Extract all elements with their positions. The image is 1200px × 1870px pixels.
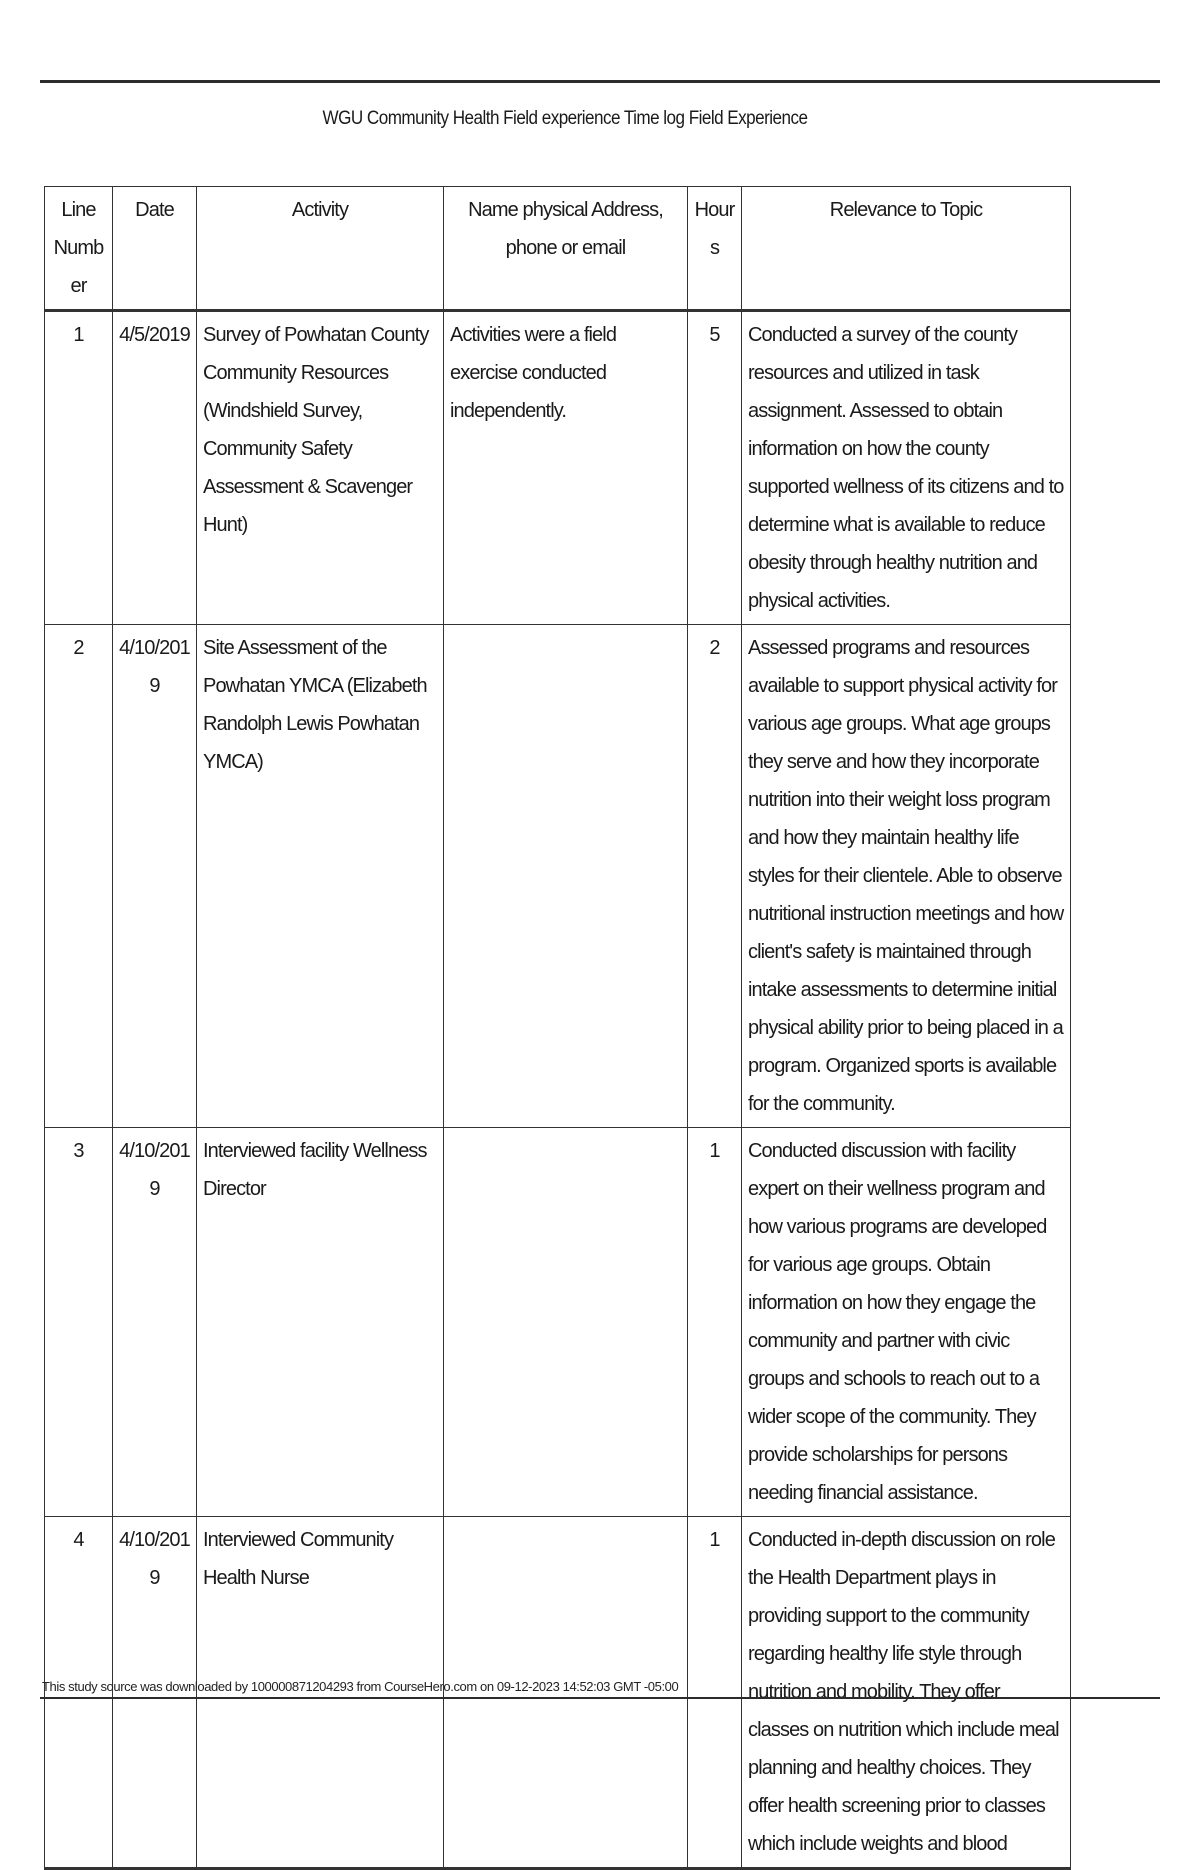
- header-activity: Activity: [197, 187, 444, 311]
- header-date: Date: [113, 187, 197, 311]
- cell-date: 4/10/2019: [113, 625, 197, 1128]
- cell-activity: Interviewed facility Wellness Director: [197, 1128, 444, 1517]
- cell-activity: Site Assessment of the Powhatan YMCA (Elizabeth Randolph Lewis Powhatan YMCA): [197, 625, 444, 1128]
- cell-contact: [444, 1128, 688, 1517]
- cell-line-number: 3: [45, 1128, 113, 1517]
- cell-activity: Interviewed Community Health Nurse: [197, 1517, 444, 1869]
- cell-relevance: Conducted discussion with facility expert on their wellness program and how various programs are developed for various age groups. Obtain information on how they engage the community and partner with civic groups and schools to reach out to a wider scope of the community. They provide scholarships for persons needing financial assistance.: [742, 1128, 1071, 1517]
- bottom-rule: [40, 1697, 1160, 1699]
- header-contact: Name physical Address, phone or email: [444, 187, 688, 311]
- cell-hours: 1: [688, 1128, 742, 1517]
- time-log-table: [44, 186, 1071, 1870]
- cell-date: 4/5/2019: [113, 311, 197, 625]
- cell-relevance: Conducted in-depth discussion on role the Health Department plays in providing support to the community regarding healthy life style through nutrition and mobility. They offer classes on nutrition which include meal planning and healthy choices. They offer health screening prior to classes which include weights and blood: [742, 1517, 1071, 1869]
- cell-hours: 1: [688, 1517, 742, 1869]
- cell-line-number: 4: [45, 1517, 113, 1869]
- cell-date: 4/10/2019: [113, 1517, 197, 1869]
- document-title: WGU Community Health Field experience Time log Field Experience: [322, 108, 808, 129]
- header-line-number: Line Number: [45, 187, 113, 311]
- cell-activity: Survey of Powhatan County Community Resources (Windshield Survey, Community Safety Assessment & Scavenger Hunt): [197, 311, 444, 625]
- cell-contact: [444, 625, 688, 1128]
- table-row: [45, 1128, 1071, 1517]
- cell-date: 4/10/2019: [113, 1128, 197, 1517]
- table-row: [45, 625, 1071, 1128]
- header-hours: Hours: [688, 187, 742, 311]
- cell-hours: 2: [688, 625, 742, 1128]
- table-header-row: [45, 187, 1071, 311]
- cell-line-number: 2: [45, 625, 113, 1128]
- cell-line-number: 1: [45, 311, 113, 625]
- cell-relevance: Assessed programs and resources available to support physical activity for various age groups. What age groups they serve and how they incorporate nutrition into their weight loss program and how they maintain healthy life styles for their clientele. Able to observe nutritional instruction meetings and how client's safety is maintained through intake assessments to determine initial physical ability prior to being placed in a program. Organized sports is available for the community.: [742, 625, 1071, 1128]
- top-rule: [40, 80, 1160, 83]
- source-footer-note: This study source was downloaded by 100000871204293 from CourseHero.com on 09-12-2023 14:52:03 GMT -05:00: [42, 1679, 679, 1694]
- cell-relevance: Conducted a survey of the county resources and utilized in task assignment. Assessed to obtain information on how the county supported wellness of its citizens and to determine what is available to reduce obesity through healthy nutrition and physical activities.: [742, 311, 1071, 625]
- cell-hours: 5: [688, 311, 742, 625]
- cell-contact: Activities were a field exercise conducted independently.: [444, 311, 688, 625]
- header-relevance: Relevance to Topic: [742, 187, 1071, 311]
- table-row: [45, 311, 1071, 625]
